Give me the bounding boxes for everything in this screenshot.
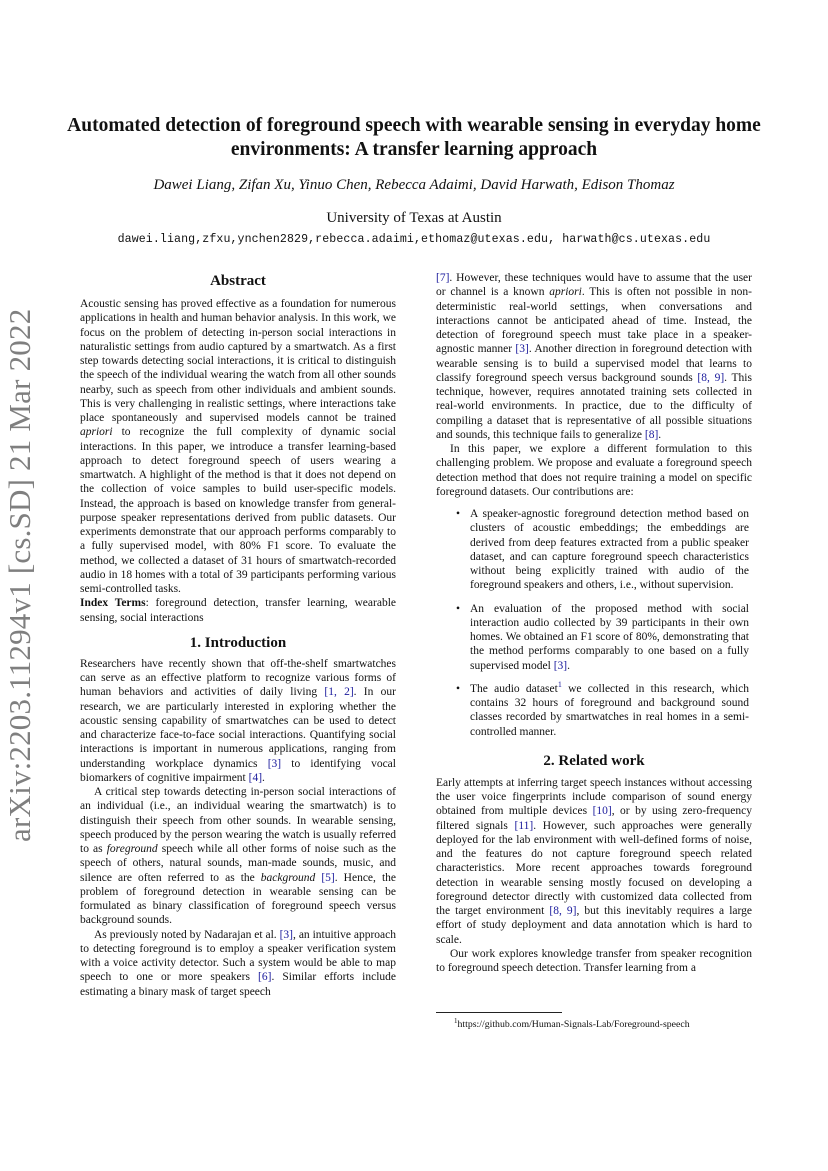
footnote-url[interactable]: https://github.com/Human-Signals-Lab/Foreground-speech [457,1019,690,1030]
introduction-heading: 1. Introduction [189,634,287,651]
author-emails: dawei.liang,zfxu,ynchen2829,rebecca.adaimi,ethomaz@utexas.edu, harwath@cs.utexas.edu [117,233,711,246]
citation-link[interactable]: [8, 9] [697,371,725,384]
citation-link[interactable]: [4] [248,771,263,784]
citation-link[interactable]: [8] [644,428,659,441]
intro-paragraph-1: Researchers have recently shown that off-the-shelf smartwatches can serve as an effective platform to recognize various forms of human behaviors and activities of daily living [1, 2]. In our research, we are particularly interested in exploring whether the acoustic sensing capability of smartwatches can be used to detect and characterize face-to-face social interactions. Quantifying social interactions is important in numerous applications, ranging from understanding workplace dynamics [3] to identifying vocal biomarkers of cognitive impairment [4]. [80,657,396,784]
abstract-heading: Abstract [210,273,266,289]
intro-paragraph-2: A critical step towards detecting in-person social interactions of an individual (i.e., an individual wearing the smartwatch) is to distinguish their speech from other sounds. In wearable sensing, speech produced by the person wearing the watch is usually referred to as foreground speech while all other forms of noise such as the speech of others, natural sounds, man-made sounds, music, and silence are often referred to as the background [5]. Hence, the problem of foreground detection in wearable sensing can be formulated as binary classification of foreground speech versus background sounds. [80,786,396,927]
paper-title: Automated detection of foreground speech with wearable sensing in everyday home environments: A transfer learning approach [67,115,761,160]
contributions-list [436,507,752,739]
citation-link[interactable]: [10] [592,805,612,818]
right-column [436,271,752,975]
footnote-link[interactable]: 1 [557,679,562,689]
citation-link[interactable]: [11] [514,819,534,832]
list-item: • An evaluation of the proposed method with social interaction audio collected by 39 participants in their own homes. We obtained an F1 score of 80%, demonstrating that the method performs comparably to one based on a fully supervised model [3]. [436,602,752,673]
related-paragraph-1: Early attempts at inferring target speech instances without accessing the user voice fingerprints include comparison of sound energy obtained from multiple devices [10], or by using zero-frequency filtered signals [11]. However, such approaches were generally deployed for the lab environment with well-defined forms of noise, and the features do not capture foreground speech related characteristics. More recent approaches towards foreground detection in wearable sensing mostly focused on developing a foreground detector directly with customized data collected from the target environment [8, 9], but this inevitably requires a large effort of study deployment and data annotation which is hard to scale. [436,776,752,946]
citation-link[interactable]: [3] [279,928,294,941]
citation-link[interactable]: [7] [436,272,450,284]
citation-link[interactable]: [3] [515,343,529,356]
citation-link[interactable]: [8, 9] [549,905,577,917]
citation-link[interactable]: [6] [258,971,272,984]
affiliation: University of Texas at Austin [326,210,502,226]
author-list: Dawei Liang, Zifan Xu, Yinuo Chen, Rebecca Adaimi, David Harwath, Edison Thomaz [153,177,675,193]
intro-paragraph-3-cont: [7]. However, these techniques would have to assume that the user or channel is a known apriori. This is often not possible in non-deterministic real-world settings, when conversations and interactions cannot be anticipated ahead of time. Instead, the detection of foreground speech must take place in a speaker-agnostic manner [3]. Another direction in foreground detection with wearable sensing is to build a supervised model that learns to classify foreground speech versus background sounds [8, 9]. This technique, however, requires annotated training sets collected in real-world environments. In practice, due to the difficulty of compiling a dataset that is representative of all possible situations and sounds, this technique fails to generalize [8]. [436,272,752,441]
list-item: • A speaker-agnostic foreground detection method based on clusters of acoustic embeddings; the embeddings are derived from deep features extracted from a public speaker dataset, and can capture foreground speech characteristics without being explicitly trained with audio of the foreground speakers and others, i.e., without supervision. [436,507,752,593]
intro-paragraph-4: In this paper, we explore a different formulation to this challenging problem. We propose and evaluate a foreground speech detection method that does not require training a model on specific foreground datasets. Our contributions are: [436,443,752,498]
citation-link[interactable]: [3] [553,659,568,672]
citation-link[interactable]: [3] [267,757,282,770]
arxiv-identifier: arXiv:2203.11294v1 [cs.SD] 21 Mar 2022 [2,308,37,842]
related-paragraph-2: Our work explores knowledge transfer from speaker recognition to foreground speech detection. Transfer learning from a [436,947,752,974]
left-column [80,271,396,999]
index-terms: Index Terms: foreground detection, transfer learning, wearable sensing, social interactions [80,597,396,624]
index-terms-label: Index Terms [80,597,146,610]
footnote-rule [436,1012,562,1013]
intro-paragraph-3: As previously noted by Nadarajan et al. [3], an intuitive approach to detecting foreground is to employ a speaker verification system with a voice activity detector. Such a system would be able to map speech to one or more speakers [6]. Similar efforts include estimating a binary mask of target speech [80,928,397,998]
footnote [436,1012,752,1031]
citation-link[interactable]: [5] [321,871,335,884]
list-item: • The audio dataset$^1$ we collected in this research, which contains 32 hours of foreground and background sound classes recorded by smartwatches in real homes in a semi-controlled manner. [436,682,752,739]
related-work-heading: 2. Related work [543,752,645,769]
footnote-mark: 1 [454,1016,458,1025]
citation-link[interactable]: [1, 2] [324,686,354,699]
abstract-body: Acoustic sensing has proved effective as a foundation for numerous applications in health and human behavior analysis. In this work, we focus on the problem of detecting in-person social interactions in naturalistic settings from audio captured by a smartwatch. As a first step towards detecting social interactions, it is critical to distinguish the speech of the individual wearing the watch from all other sounds nearby, such as speech from other individuals and ambient sounds. This is very challenging in realistic settings, where interactions take place spontaneously and supervised models cannot be trained apriori to recognize the full complexity of dynamic social interactions. In this paper, we introduce a transfer learning-based approach to detect foreground speech of users wearing a smartwatch. A highlight of the method is that it does not depend on the collection of voice samples to build user-specific models. Instead, the approach is based on knowledge transfer from general-purpose speaker representations derived from public datasets. Our experiments demonstrate that our approach performs comparably to a fully supervised model, with 80% F1 score. To evaluate the method, we collected a dataset of 31 hours of smartwatch-recorded audio in 18 homes with a total of 39 participants performing various semi-controlled tasks. [80,298,396,595]
